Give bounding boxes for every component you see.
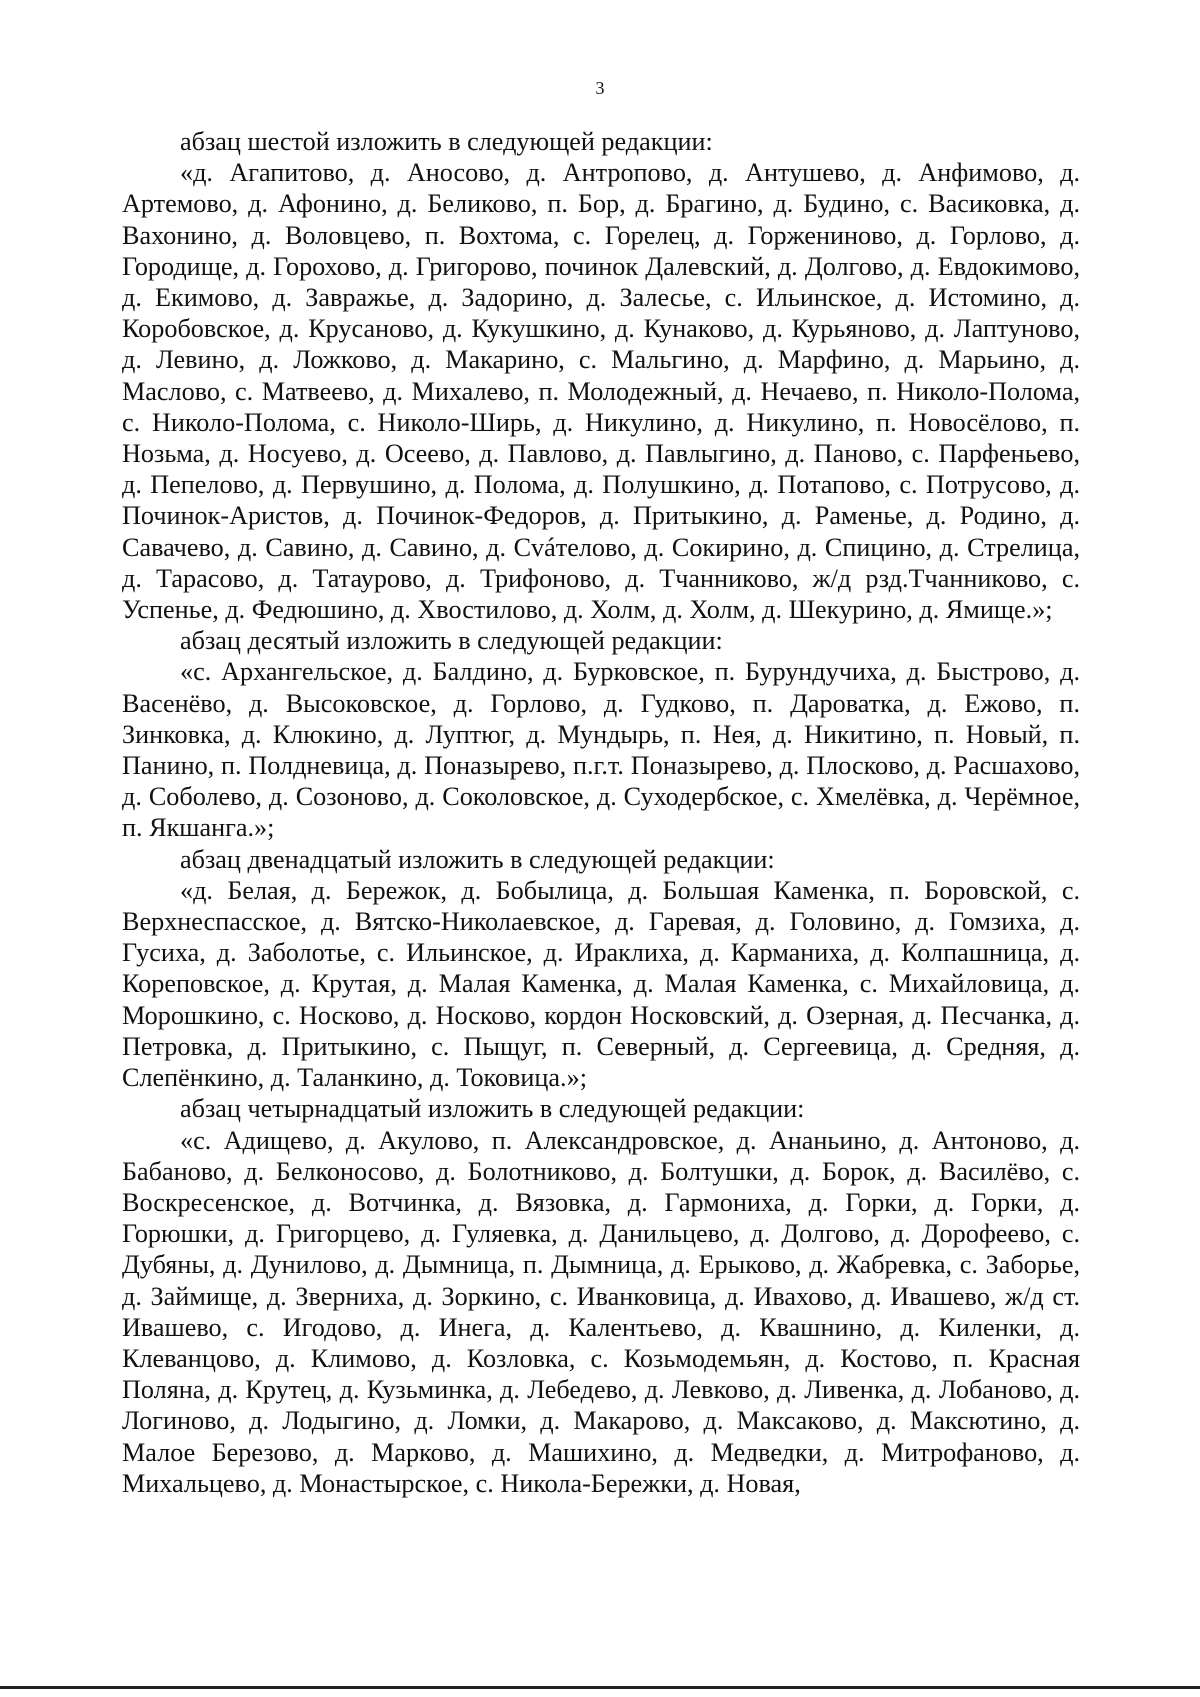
document-body — [122, 126, 1080, 1499]
settlement-list-12: «д. Белая, д. Бережок, д. Бобылица, д. Большая Каменка, п. Боровской, с. Верхнеспасское, д. Вятско-Николаевское, д. Гаревая, д. Головино, д. Гомзиха, д. Гусиха, д. Заболотье, с. Ильинское, д. Ираклиха, д. Карманиха, д. Колпашница, д. Кореповское, д. Крутая, д. Малая Каменка, д. Малая Каменка, с. Михайловица, д. Морошкино, с. Носково, д. Носково, кордон Носковский, д. Озерная, д. Песчанка, д. Петровка, д. Притыкино, с. Пыщуг, п. Северный, д. Сергеевица, д. Средняя, д. Слепёнкино, д. Таланкино, д. Токовица.»; — [122, 875, 1080, 1093]
settlement-list-6: «д. Агапитово, д. Аносово, д. Антропово, д. Антушево, д. Анфимово, д. Артемово, д. Афонино, д. Беликово, п. Бор, д. Брагино, д. Будино, с. Васиковка, д. Вахонино, д. Воловцево, п. Вохтома, с. Горелец, д. Горжениново, д. Горлово, д. Городище, д. Горохово, д. Григорово, починок Далевский, д. Долгово, д. Евдокимово, д. Екимово, д. Завражье, д. Задорино, д. Залесье, с. Ильинское, д. Истомино, д. Коробовское, д. Крусаново, д. Кукушкино, д. Кунаково, д. Курьяново, д. Лаптуново, д. Левино, д. Ложково, д. Макарино, с. Мальгино, д. Марфино, д. Марьино, д. Маслово, с. Матвеево, д. Михалево, п. Молодежный, д. Нечаево, п. Николо-Полома, с. Николо-Полома, с. Николо-Ширь, д. Никулино, д. Никулино, п. Новосёлово, п. Нозьма, д. Носуево, д. Осеево, д. Павлово, д. Павлыгино, д. Паново, с. Парфеньево, д. Пепелово, д. Первушино, д. Полома, д. Полушкино, д. Потапово, с. Потрусово, д. Починок-Аристов, д. Починок-Федоров, д. Притыкино, д. Раменье, д. Родино, д. Савачево, д. Савино, д. Савино, д. Сváтелово, д. Сокирино, д. Спицино, д. Стрелица, д. Тарасово, д. Татаурово, д. Трифоново, д. Тчанниково, ж/д рзд.Тчанниково, с. Успенье, д. Федюшино, д. Хвостилово, д. Холм, д. Холм, д. Шекурино, д. Ямище.»; — [122, 158, 1080, 625]
instruction-paragraph-12: абзац двенадцатый изложить в следующей редакции: — [180, 844, 775, 874]
settlement-list-14: «с. Адищево, д. Акулово, п. Александровское, д. Ананьино, д. Антоново, д. Бабаново, д. Белконосово, д. Болотниково, д. Болтушки, д. Борок, д. Василёво, с. Воскресенское, д. Вотчинка, д. Вязовка, д. Гармониха, д. Горки, д. Горки, д. Горюшки, д. Григорцево, д. Гуляевка, д. Данильцево, д. Долгово, д. Дорофеево, с. Дубяны, д. Дунилово, д. Дымница, п. Дымница, д. Ерыково, д. Жабревка, с. Заборье, д. Займище, д. Зверниха, д. Зоркино, с. Иванковица, д. Ивахово, д. Ивашево, ж/д ст. Ивашево, с. Игодово, д. Инега, д. Калентьево, д. Квашнино, д. Киленки, д. Клеванцово, д. Климово, д. Козловка, с. Козьмодемьян, д. Костово, п. Красная Поляна, д. Крутец, д. Кузьминка, д. Лебедево, д. Левково, д. Ливенка, д. Лобаново, д. Логиново, д. Лодыгино, д. Ломки, д. Макарово, д. Максаково, д. Максютино, д. Малое Березово, д. Марково, д. Машихино, д. Медведки, д. Митрофаново, д. Михальцево, д. Монастырское, с. Никола-Бережки, д. Новая, — [122, 1125, 1080, 1498]
instruction-paragraph-6: абзац шестой изложить в следующей редакции: — [180, 127, 713, 156]
page-number: 3 — [595, 78, 605, 98]
scan-bottom-edge — [0, 1686, 1200, 1689]
settlement-list-10: «с. Архангельское, д. Балдино, д. Бурковское, п. Бурундучиха, д. Быстрово, д. Васенёво, д. Высоковское, д. Горлово, д. Гудково, п. Дароватка, д. Ежово, п. Зинковка, д. Клюкино, д. Луптюг, д. Мундырь, п. Нея, д. Никитино, п. Новый, п. Панино, п. Полдневица, д. Поназырево, п.г.т. Поназырево, д. Плосково, д. Расшахово, д. Соболево, д. Созоново, д. Соколовское, д. Суходербское, с. Хмелёвка, д. Черёмное, п. Якшанга.»; — [122, 657, 1080, 843]
instruction-paragraph-10: абзац десятый изложить в следующей редакции: — [180, 626, 723, 656]
instruction-paragraph-14: абзац четырнадцатый изложить в следующей редакции: — [180, 1094, 805, 1124]
